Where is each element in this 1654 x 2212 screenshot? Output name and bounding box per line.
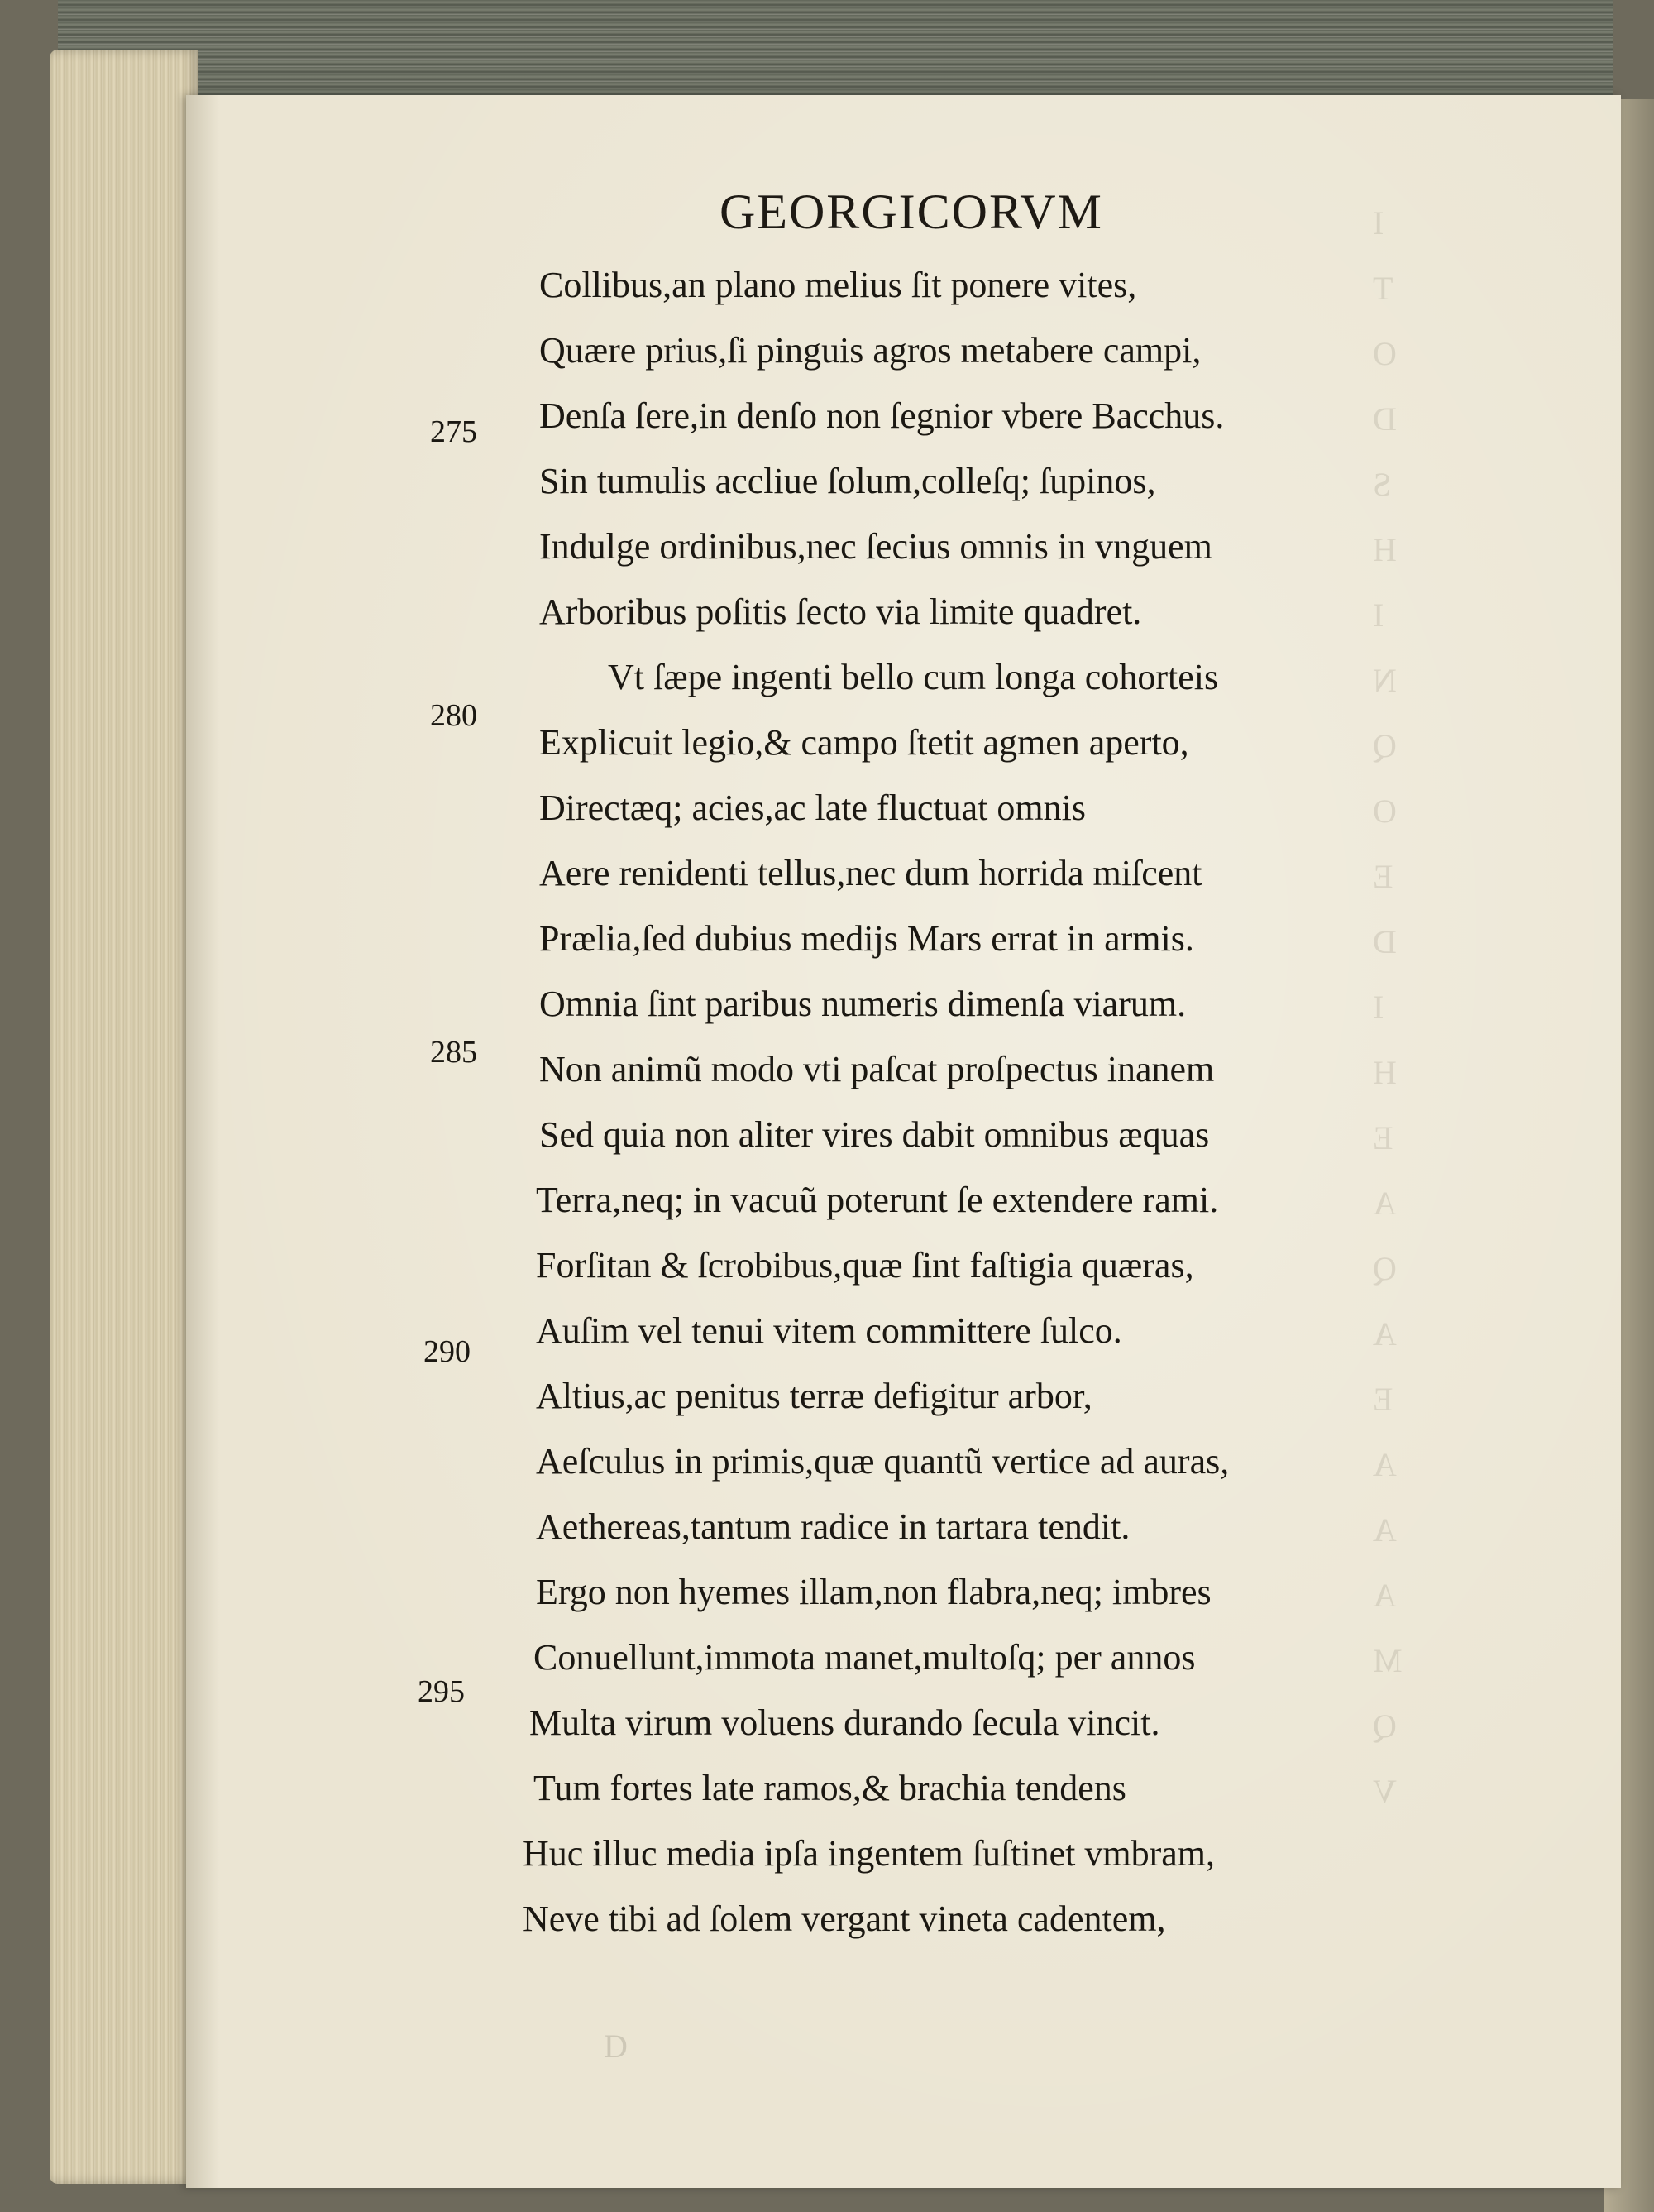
verse-line: Forſitan & ſcrobibus,quæ ſint faſtigia quæras,: [536, 1245, 1194, 1286]
verse-line: Indulge ordinibus,nec ſecius omnis in vnguem: [539, 526, 1212, 567]
verse-line: Collibus,an plano melius ſit ponere vites,: [539, 265, 1137, 305]
bleed-signature-mark: D: [604, 2028, 628, 2065]
verse-line: Terra,neq; in vacuũ poterunt ſe extendere rami.: [536, 1180, 1219, 1220]
verse-line: Quære prius,ſi pinguis agros metabere campi,: [539, 330, 1202, 371]
verse-line: Huc illuc media ipſa ingentem ſuſtinet vmbram,: [523, 1833, 1216, 1874]
verse-line: Explicuit legio,& campo ſtetit agmen aperto,: [539, 722, 1189, 763]
verse-line: Multa virum voluens durando ſecula vincit.: [529, 1702, 1160, 1743]
verse-line: Non animũ modo vti paſcat proſpectus inanem: [539, 1049, 1215, 1089]
verse-line: Sed quia non aliter vires dabit omnibus æquas: [539, 1114, 1210, 1155]
line-number: 280: [430, 698, 477, 733]
verse-line: Tum fortes late ramos,& brachia tendens: [533, 1768, 1126, 1808]
verse-line: Auſim vel tenui vitem committere ſulco.: [536, 1310, 1122, 1351]
verse-line: Arboribus poſitis ſecto via limite quadret.: [539, 591, 1142, 632]
line-number: 275: [430, 414, 477, 449]
verse-line: Sin tumulis accliue ſolum,colleſq; ſupinos,: [539, 461, 1156, 501]
line-number: 295: [418, 1674, 465, 1709]
line-number: 290: [423, 1334, 471, 1369]
verse-line: Aere renidenti tellus,nec dum horrida miſcent: [539, 853, 1202, 893]
verse-line: Vt ſæpe ingenti bello cum longa cohorteis: [608, 657, 1219, 697]
line-number: 285: [430, 1035, 477, 1070]
verse-line: Omnia ſint paribus numeris dimenſa viarum.: [539, 984, 1187, 1024]
verse-line: Aeſculus in primis,quæ quantũ vertice ad auras,: [536, 1441, 1230, 1482]
verse-line: Directæq; acies,ac late fluctuat omnis: [539, 788, 1086, 828]
running-head: GEORGICORVM: [719, 184, 1103, 239]
verse-line: Ergo non hyemes illam,non flabra,neq; imbres: [536, 1572, 1212, 1612]
verse-line: Aethereas,tantum radice in tartara tendit.: [536, 1506, 1131, 1547]
verse-line: Altius,ac penitus terræ defigitur arbor,: [536, 1376, 1092, 1416]
verse-line: Prælia,ſed dubius medijs Mars errat in armis.: [539, 918, 1194, 959]
verse-line: Denſa ſere,in denſo non ſegnior vbere Bacchus.: [539, 395, 1225, 436]
verse-line: Conuellunt,immota manet,multoſq; per annos: [533, 1637, 1196, 1678]
verse-line: Neve tibi ad ſolem vergant vineta cadentem,: [523, 1898, 1166, 1939]
